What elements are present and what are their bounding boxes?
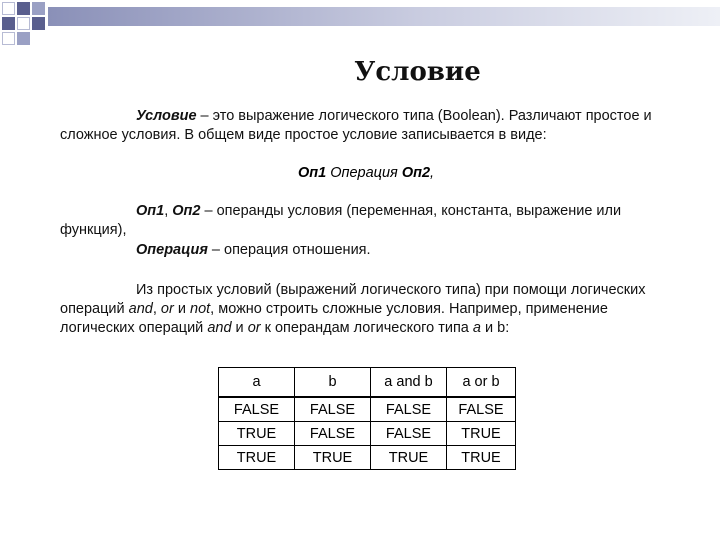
table-cell: TRUE xyxy=(219,422,295,446)
complex-text-a: Из простых условий (выражений логического типа) при помощи логических операций xyxy=(60,282,646,317)
formula xyxy=(298,165,434,181)
formula-operation: Операция xyxy=(326,165,402,181)
kw-and: and xyxy=(207,320,232,336)
table-header-row xyxy=(219,368,516,398)
table-header-cell: a and b xyxy=(371,368,447,398)
operand-op2: Оп2 xyxy=(172,203,201,219)
formula-op2: Оп2 xyxy=(401,165,431,181)
operation-text: – операция отношения. xyxy=(207,242,371,258)
decor-square xyxy=(32,2,45,15)
decor-square xyxy=(17,2,30,15)
kw-or: or xyxy=(247,320,261,336)
table-cell: TRUE xyxy=(447,446,516,470)
table-row xyxy=(219,446,516,470)
paragraph-definition xyxy=(60,107,660,145)
header-gradient-bar xyxy=(48,7,720,26)
decor-square xyxy=(2,2,15,15)
complex-comma: , xyxy=(152,301,161,317)
kw-and: and xyxy=(128,301,153,317)
var-b: b xyxy=(497,320,506,336)
table-cell: TRUE xyxy=(295,446,371,470)
decor-square xyxy=(32,17,45,30)
paragraph-complex xyxy=(60,281,660,338)
decor-square xyxy=(17,32,30,45)
formula-op1: Оп1 xyxy=(298,165,327,181)
operands-text: – операнды условия (переменная, константа, выражение или функция), xyxy=(60,203,622,238)
operand-op1: Оп1 xyxy=(136,203,165,219)
table-cell: FALSE xyxy=(447,397,516,422)
table-header-cell: b xyxy=(295,368,371,398)
table-cell: TRUE xyxy=(371,446,447,470)
slide-title: Условие xyxy=(354,57,481,87)
paragraph-operation xyxy=(136,241,636,260)
conj-and: и xyxy=(173,301,190,317)
table-cell: TRUE xyxy=(219,446,295,470)
table-cell: FALSE xyxy=(219,397,295,422)
decor-square xyxy=(2,32,15,45)
operand-comma: , xyxy=(164,203,173,219)
complex-text-b: , можно строить сложные условия. Например, применение логических операций xyxy=(60,301,608,336)
truth-table xyxy=(218,367,516,470)
decor-square xyxy=(2,17,15,30)
kw-or: or xyxy=(160,301,174,317)
term-condition: Условие xyxy=(136,108,197,124)
colon: : xyxy=(505,320,510,336)
term-operation: Операция xyxy=(136,242,208,258)
formula-tail: , xyxy=(430,165,435,181)
table-cell: FALSE xyxy=(371,422,447,446)
paragraph-operands xyxy=(60,202,660,240)
var-a: a xyxy=(472,320,481,336)
table-row xyxy=(219,397,516,422)
definition-text: – это выражение логического типа (Boolean). Различают простое и сложное условия. В общем виде простое условие записывается в виде: xyxy=(60,108,652,143)
table-cell: TRUE xyxy=(447,422,516,446)
table-cell: FALSE xyxy=(295,397,371,422)
table-cell: FALSE xyxy=(371,397,447,422)
table-header-cell: a or b xyxy=(447,368,516,398)
conj-and: и xyxy=(231,320,248,336)
table-row xyxy=(219,422,516,446)
table-header-cell: a xyxy=(219,368,295,398)
kw-not: not xyxy=(190,301,211,317)
complex-text-c: к операндам логического типа xyxy=(260,320,473,336)
conj-and: и xyxy=(480,320,498,336)
table-cell: FALSE xyxy=(295,422,371,446)
decor-square xyxy=(17,17,30,30)
